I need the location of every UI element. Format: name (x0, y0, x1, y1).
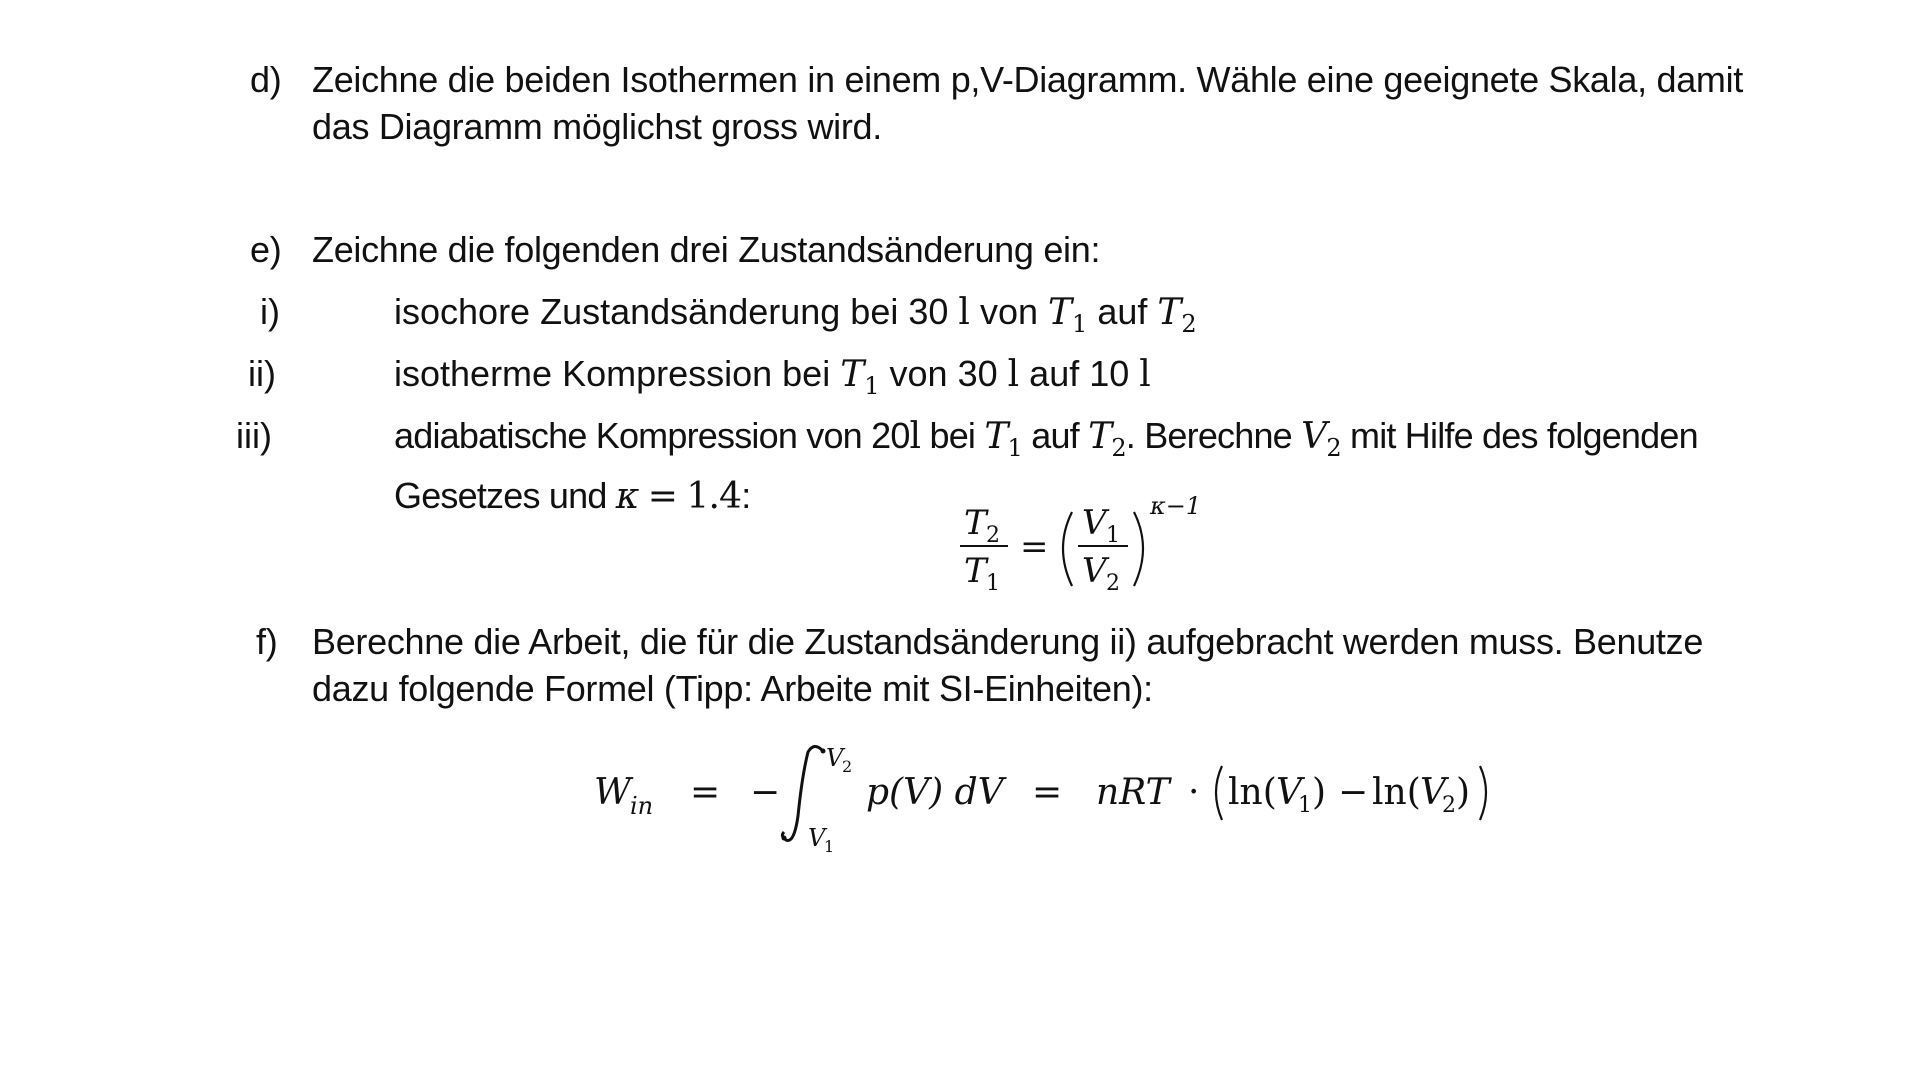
task-f-line-2: dazu folgende Formel (Tipp: Arbeite mit SI-Einheiten): (312, 668, 1153, 709)
task-d-line-1: Zeichne die beiden Isothermen in einem p,V-Diagramm. Wähle eine geeignete Skala, damit (312, 59, 1744, 100)
work-v2-sub: 2 (1442, 793, 1456, 818)
integral-upper-limit-sub: 2 (842, 757, 853, 776)
formula-rhs-denominator-sub: 2 (1106, 571, 1120, 596)
formula-rhs-denominator: V (1082, 551, 1107, 591)
task-f-line-1: Berechne die Arbeit, die für die Zustandsänderung ii) aufgebracht werden muss. Benutze (312, 621, 1704, 662)
work-ln-1: ln( (1228, 772, 1277, 813)
work-w-sub: in (630, 792, 654, 820)
work-minus-2: − (1338, 772, 1369, 813)
task-e-letter: e) (250, 229, 282, 270)
task-e-item-1-text: isochore Zustandsänderung bei 30 l von $T_1$ auf $T_2$ (394, 291, 1197, 339)
formula-lhs-numerator-sub: 2 (986, 523, 1000, 548)
task-f-letter: f) (256, 621, 278, 662)
formula-exponent: κ−1 (1150, 492, 1202, 520)
task-d-letter: d) (250, 59, 282, 100)
formula-lhs-denominator-sub: 1 (986, 571, 1000, 596)
work-nrt: nRT (1096, 772, 1170, 813)
work-equals-1: = (690, 772, 721, 813)
integral-upper-limit: V (826, 744, 844, 772)
work-dot: · (1188, 772, 1200, 813)
task-e-item-2-num: ii) (248, 353, 276, 394)
formula-rhs-numerator-sub: 1 (1106, 523, 1120, 548)
work-v1: V (1276, 772, 1302, 813)
work-minus: − (750, 772, 781, 813)
formula-equals: = (1020, 527, 1049, 567)
work-formula (590, 736, 1510, 856)
work-v1-sub: 1 (1298, 793, 1312, 818)
work-ln-2: ln( (1372, 772, 1421, 813)
work-equals-2: = (1032, 772, 1063, 813)
integral-bottom-dot (782, 836, 787, 841)
work-big-right-paren (1480, 766, 1486, 820)
work-w: W (594, 772, 632, 813)
task-e-item-3-text: adiabatische Kompression von 20l bei $T_1$ auf $T_2$. Berechne $V_2$ mit Hilfe des folgenden Gesetzes und κ = 1.4: (394, 415, 1698, 518)
integral-lower-limit: V (808, 824, 826, 852)
formula-left-paren (1063, 512, 1072, 586)
adiabatic-formula (950, 490, 1230, 600)
task-d-line-2: das Diagramm möglichst gross wird. (312, 106, 882, 147)
work-big-left-paren (1216, 766, 1222, 820)
formula-lhs-numerator: T (964, 503, 987, 543)
formula-right-paren (1134, 512, 1143, 586)
formula-lhs-denominator: T (964, 551, 987, 591)
work-integrand: p(V) dV (866, 772, 1004, 813)
task-e-intro: Zeichne die folgenden drei Zustandsänderung ein: (312, 229, 1101, 270)
task-e-item-2-text: isotherme Kompression bei $T_1$ von 30 l auf 10 l (394, 353, 1151, 401)
task-e-item-1-num: i) (260, 291, 280, 332)
work-close-1: ) (1312, 772, 1327, 813)
integral-lower-limit-sub: 1 (824, 837, 835, 856)
integral-top-dot (821, 749, 826, 754)
formula-rhs-numerator: V (1082, 503, 1107, 543)
work-close-2: ) (1456, 772, 1471, 813)
task-e-item-3-num: iii) (236, 415, 272, 456)
work-v2: V (1420, 772, 1446, 813)
